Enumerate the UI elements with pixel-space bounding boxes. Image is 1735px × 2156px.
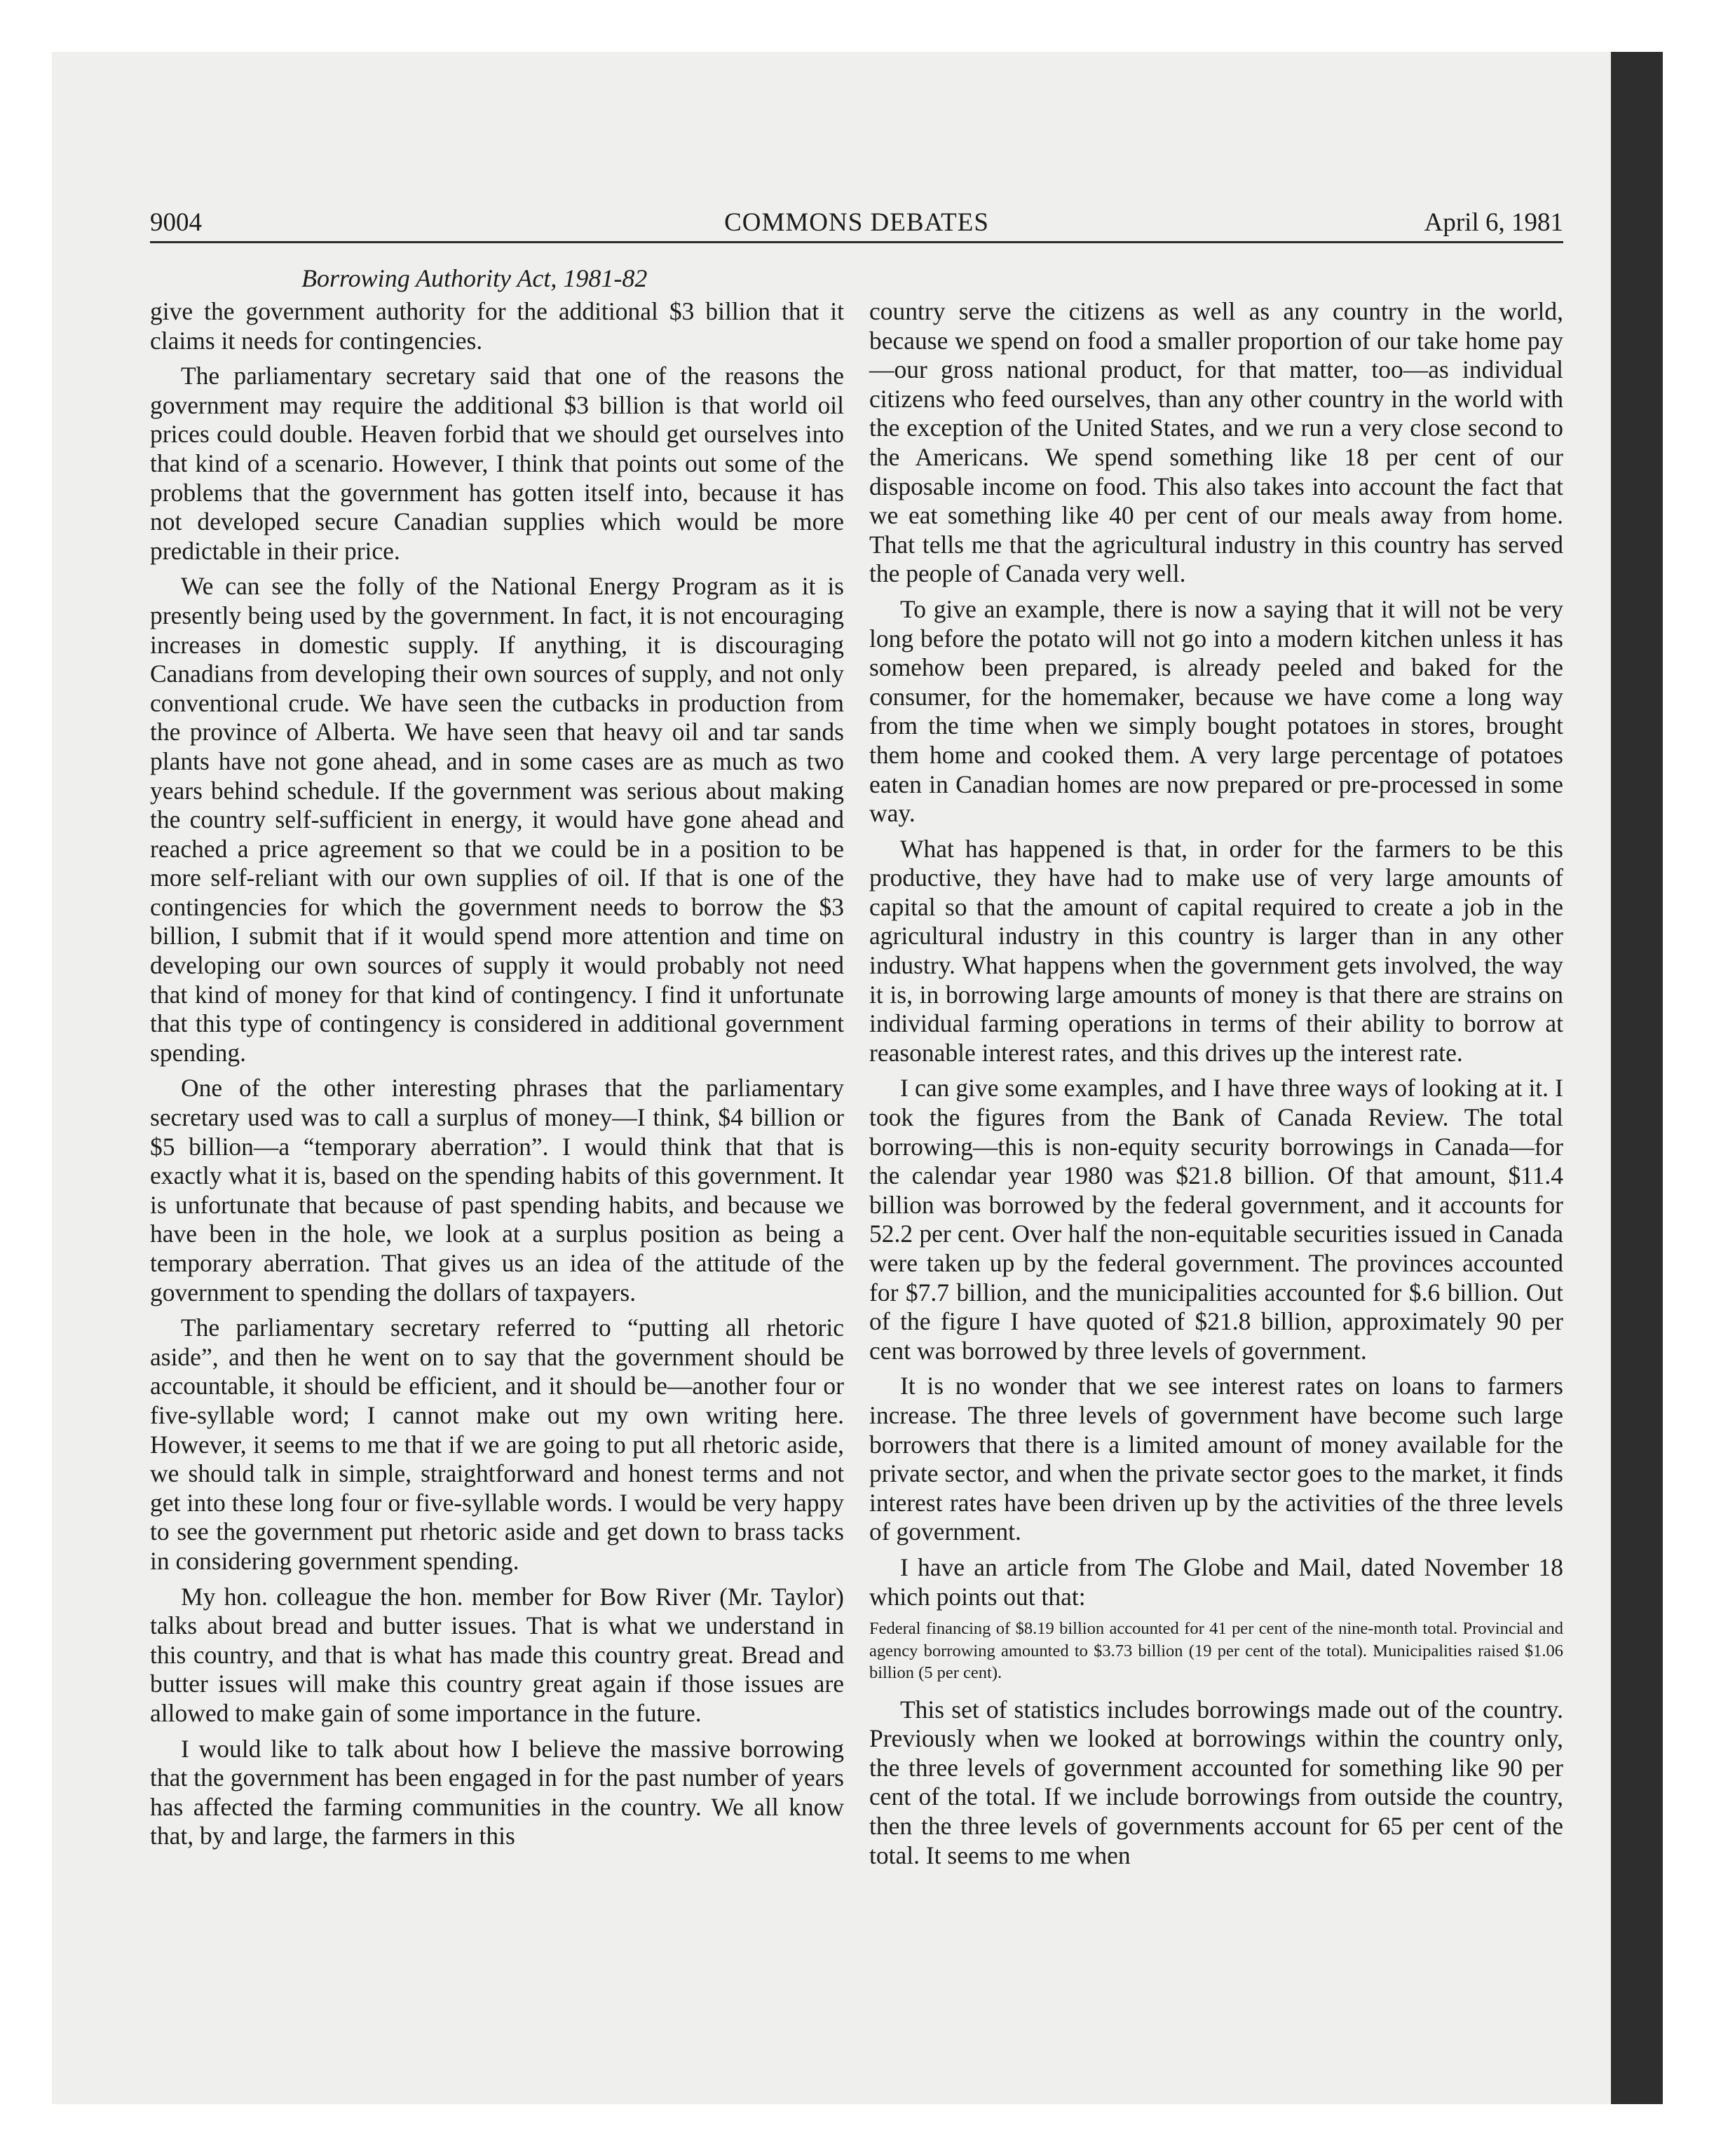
publication-title: COMMONS DEBATES: [724, 208, 989, 237]
paragraph: country serve the citizens as well as any country in the world, because we spend on food a smaller proportion of our take home pay—our gross national product, for that matter, too—as individual citizens who feed ourselves, than any other country in the world with the exception of the United States, and we run a very close second to the Americans. We spend something like 18 per cent of our disposable income on food. This also takes into account the fact that we eat something like 40 per cent of our meals away from home. That tells me that the agricultural industry in this country has served the people of Canada very well.: [869, 297, 1563, 588]
header-rule: [150, 241, 1563, 243]
right-column: [869, 297, 1563, 1876]
paragraph: The parliamentary secretary said that one of the reasons the government may require the additional $3 billion is that world oil prices could double. Heaven forbid that we should get ourselves into that kind of a scenario. However, I think that points out some of the problems that the government has gotten itself into, because it has not developed secure Canadian supplies which would be more predictable in their price.: [150, 362, 844, 565]
paragraph: give the government authority for the additional $3 billion that it claims it needs for contingencies.: [150, 297, 844, 355]
paragraph: What has happened is that, in order for the farmers to be this productive, they have had to make use of very large amounts of capital so that the amount of capital required to create a job in the agricultural industry in this country is larger than in any other industry. What happens when the government gets involved, the way it is, in borrowing large amounts of money is that there are strains on individual farming operations in terms of their ability to borrow at reasonable interest rates, and this drives up the interest rate.: [869, 834, 1563, 1067]
paragraph: I have an article from The Globe and Mail, dated November 18 which points out that:: [869, 1553, 1563, 1611]
paragraph: We can see the folly of the National Energy Program as it is presently being used by the government. In fact, it is not encouraging increases in domestic supply. If anything, it is discouraging Canadians from developing their own sources of supply, and not only conventional crude. We have seen the cutbacks in production from the province of Alberta. We have seen that heavy oil and tar sands plants have not gone ahead, and in some cases are as much as two years behind schedule. If the government was serious about making the country self-sufficient in energy, it would have gone ahead and reached a price agreement so that we could be in a position to be more self-reliant with our own supplies of oil. If that is one of the contingencies for which the government needs to borrow the $3 billion, I submit that if it would spend more attention and time on developing our own sources of supply it would probably not need that kind of money for that kind of contingency. I find it unfortunate that this type of contingency is considered in additional government spending.: [150, 572, 844, 1067]
paragraph: To give an example, there is now a saying that it will not be very long before the potato will not go into a modern kitchen unless it has somehow been prepared, is already peeled and baked for the consumer, for the homemaker, because we have come a long way from the time when we simply bought potatoes in stores, brought them home and cooked them. A very large percentage of potatoes eaten in Canadian homes are now prepared or pre-processed in some way.: [869, 594, 1563, 828]
paragraph: It is no wonder that we see interest rates on loans to farmers increase. The three levels of government have become such large borrowers that there is a limited amount of money available for the private sector, and when the private sector goes to the market, it finds interest rates have been driven up by the activities of the three levels of government.: [869, 1372, 1563, 1546]
paragraph: One of the other interesting phrases that the parliamentary secretary used was to call a surplus of money—I think, $4 billion or $5 billion—a “temporary aberration”. I would think that that is exactly what it is, based on the spending habits of this government. It is unfortunate that because of past spending habits, and because we have been in the hole, we look at a surplus position as being a temporary aberration. That gives us an idea of the attitude of the government to spending the dollars of taxpayers.: [150, 1074, 844, 1306]
paragraph: The parliamentary secretary referred to “putting all rhetoric aside”, and then he went on to say that the government should be accountable, it should be efficient, and it should be—another four or five-syllable word; I cannot make out my own writing here. However, it seems to me that if we are going to put all rhetoric aside, we should talk in simple, straightforward and honest terms and not get into these long four or five-syllable words. I would be very happy to see the government put rhetoric aside and get down to brass tacks in considering government spending.: [150, 1314, 844, 1575]
left-column: [150, 297, 844, 1857]
paragraph: I would like to talk about how I believe the massive borrowing that the government has been engaged in for the past number of years has affected the farming communities in the country. We all know that, by and large, the farmers in this: [150, 1734, 844, 1850]
binding-shadow: [1611, 52, 1663, 2104]
block-quote: Federal financing of $8.19 billion accounted for 41 per cent of the nine-month total. Provincial and agency borrowing amounted to $3.73 billion (19 per cent of the total). Municipalities raised $1.06 billion (5 per cent).: [869, 1619, 1563, 1683]
page-number: 9004: [150, 208, 202, 237]
paragraph: I can give some examples, and I have three ways of looking at it. I took the figures from the Bank of Canada Review. The total borrowing—this is non-equity security borrowings in Canada—for the calendar year 1980 was $21.8 billion. Of that amount, $11.4 billion was borrowed by the federal government, and it accounts for 52.2 per cent. Over half the non-equitable securities issued in Canada were taken up by the federal government. The provinces accounted for $7.7 billion, and the municipalities accounted for $.6 billion. Out of the figure I have quoted of $21.8 billion, approximately 90 per cent was borrowed by three levels of government.: [869, 1074, 1563, 1365]
header-date: April 6, 1981: [1424, 208, 1563, 237]
paragraph: My hon. colleague the hon. member for Bow River (Mr. Taylor) talks about bread and butter issues. That is what we understand in this country, and that is what has made this country great. Bread and butter issues will make this country great again if those issues are allowed to make gain of some importance in the future.: [150, 1582, 844, 1727]
running-title: Borrowing Authority Act, 1981-82: [301, 264, 648, 292]
paragraph: This set of statistics includes borrowings made out of the country. Previously when we looked at borrowings within the country only, the three levels of government accounted for something like 90 per cent of the total. If we include borrowings from outside the country, then the three levels of governments account for 65 per cent of the total. It seems to me when: [869, 1695, 1563, 1869]
page-header: [150, 205, 1563, 241]
